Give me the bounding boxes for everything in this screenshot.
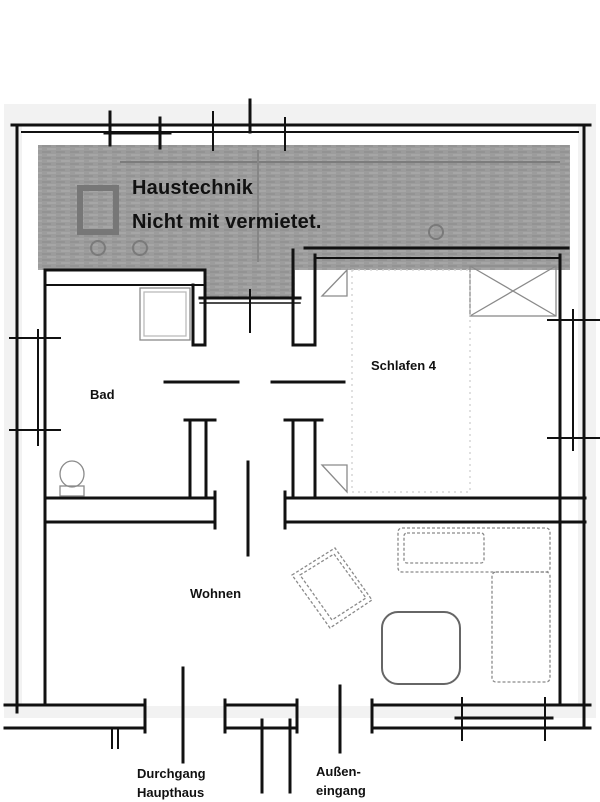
entrance-aussen-line2: eingang [316,783,366,798]
room-label-schlafen: Schlafen 4 [371,358,437,373]
haustechnik-note: Nicht mit vermietet. [132,211,322,233]
haustechnik-title: Haustechnik [132,177,254,199]
entrance-label-durchgang [137,764,206,802]
room-label-bad: Bad [90,387,115,402]
entrance-aussen-line1: Außen- [316,764,361,779]
entrance-label-aussen [316,762,366,800]
room-label-wohnen: Wohnen [190,586,242,601]
entrance-durchgang-line1: Durchgang [137,766,206,781]
entrance-durchgang-line2: Haupthaus [137,785,205,800]
